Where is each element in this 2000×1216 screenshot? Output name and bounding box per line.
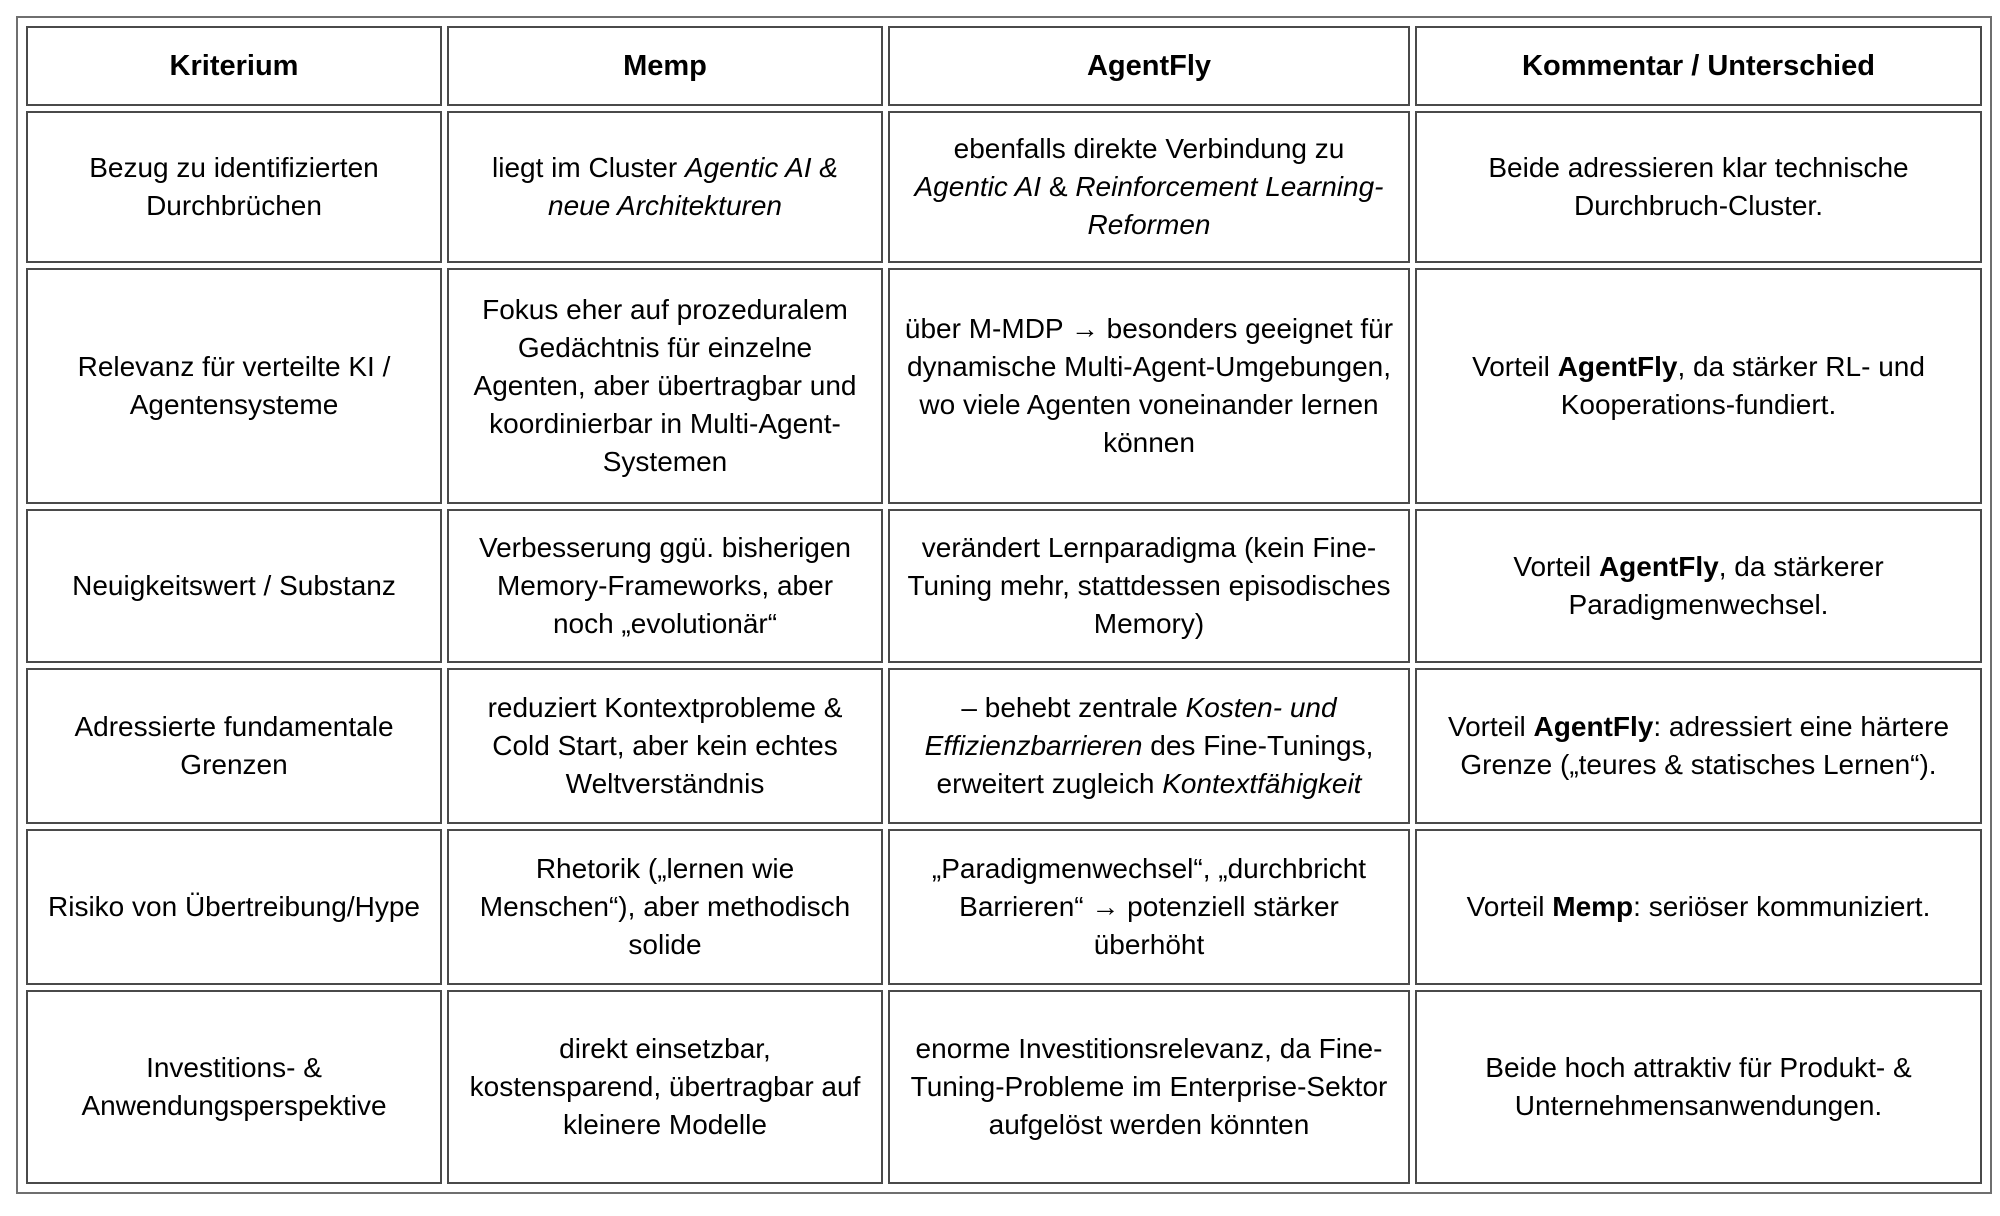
table-row	[26, 268, 1982, 504]
table-row	[26, 509, 1982, 663]
cell-text: Vorteil	[1513, 551, 1599, 582]
cell-agentfly	[888, 668, 1410, 824]
cell-kommentar	[1415, 668, 1982, 824]
header-row	[26, 26, 1982, 106]
cell-memp: Fokus eher auf prozeduralem Gedächtnis für einzelne Agenten, aber übertragbar und koordinierbar in Multi-Agent-Systemen	[447, 268, 883, 504]
cell-agentfly: verändert Lernparadigma (kein Fine-Tuning mehr, stattdessen episodisches Memory)	[888, 509, 1410, 663]
cell-text: – behebt zentrale	[961, 692, 1186, 723]
cell-memp: Rhetorik („lernen wie Menschen“), aber methodisch solide	[447, 829, 883, 985]
cell-text: : seriöser kommuniziert.	[1633, 891, 1931, 922]
cell-text: ebenfalls direkte Verbindung zu	[953, 133, 1345, 164]
cell-agentfly: „Paradigmenwechsel“, „durchbricht Barrieren“ → potenziell stärker überhöht	[888, 829, 1410, 985]
cell-text: liegt im Cluster	[492, 152, 685, 183]
cell-text: , da stärkerer Paradigmenwechsel.	[1568, 551, 1884, 620]
cell-text: &	[1041, 171, 1076, 202]
cell-agentfly	[888, 111, 1410, 263]
table-row	[26, 990, 1982, 1184]
cell-kommentar: Beide adressieren klar technische Durchbruch-Cluster.	[1415, 111, 1982, 263]
header-memp: Memp	[447, 26, 883, 106]
cell-emphasis: Agentic AI & neue Architekturen	[548, 152, 838, 221]
cell-agentfly: enorme Investitionsrelevanz, da Fine-Tuning-Probleme im Enterprise-Sektor aufgelöst werden könnten	[888, 990, 1410, 1184]
header-kriterium: Kriterium	[26, 26, 442, 106]
cell-text: : adressiert eine härtere Grenze („teures & statisches Lernen“).	[1460, 711, 1950, 780]
cell-memp: Verbesserung ggü. bisherigen Memory-Frameworks, aber noch „evolutionär“	[447, 509, 883, 663]
comparison-table	[21, 21, 1987, 1189]
cell-memp: reduziert Kontextprobleme & Cold Start, aber kein echtes Weltverständnis	[447, 668, 883, 824]
cell-kriterium: Adressierte fundamentale Grenzen	[26, 668, 442, 824]
cell-kriterium: Investitions- & Anwendungsperspektive	[26, 990, 442, 1184]
cell-kriterium: Bezug zu identifizierten Durchbrüchen	[26, 111, 442, 263]
comparison-table-frame	[16, 16, 1992, 1194]
table-row	[26, 829, 1982, 985]
cell-memp: direkt einsetzbar, kostensparend, übertragbar auf kleinere Modelle	[447, 990, 883, 1184]
cell-emphasis: Agentic AI	[914, 171, 1042, 202]
table-row	[26, 668, 1982, 824]
cell-kriterium: Neuigkeitswert / Substanz	[26, 509, 442, 663]
cell-agentfly: über M-MDP → besonders geeignet für dynamische Multi-Agent-Umgebungen, wo viele Agenten voneinander lernen können	[888, 268, 1410, 504]
cell-memp	[447, 111, 883, 263]
cell-strong: AgentFly	[1557, 351, 1678, 382]
cell-kommentar: Beide hoch attraktiv für Produkt- & Unternehmensanwendungen.	[1415, 990, 1982, 1184]
cell-strong: Memp	[1552, 891, 1634, 922]
cell-kriterium: Risiko von Übertreibung/Hype	[26, 829, 442, 985]
cell-text: des Fine-Tunings, erweitert zugleich	[936, 730, 1374, 799]
cell-text: Vorteil	[1472, 351, 1558, 382]
table-row	[26, 111, 1982, 263]
header-agentfly: AgentFly	[888, 26, 1410, 106]
cell-text: Vorteil	[1447, 711, 1534, 742]
cell-kommentar	[1415, 509, 1982, 663]
cell-text: , da stärker RL- und Kooperations-fundiert.	[1560, 351, 1925, 420]
cell-emphasis: Reinforcement Learning-Reformen	[1075, 171, 1384, 240]
header-kommentar: Kommentar / Unterschied	[1415, 26, 1982, 106]
cell-strong: AgentFly	[1533, 711, 1654, 742]
cell-kriterium: Relevanz für verteilte KI / Agentensysteme	[26, 268, 442, 504]
cell-kommentar	[1415, 268, 1982, 504]
cell-emphasis: Kosten- und Effizienzbarrieren	[924, 692, 1337, 761]
cell-emphasis: Kontextfähigkeit	[1162, 768, 1362, 799]
cell-kommentar	[1415, 829, 1982, 985]
cell-text: Vorteil	[1466, 891, 1553, 922]
cell-strong: AgentFly	[1598, 551, 1719, 582]
